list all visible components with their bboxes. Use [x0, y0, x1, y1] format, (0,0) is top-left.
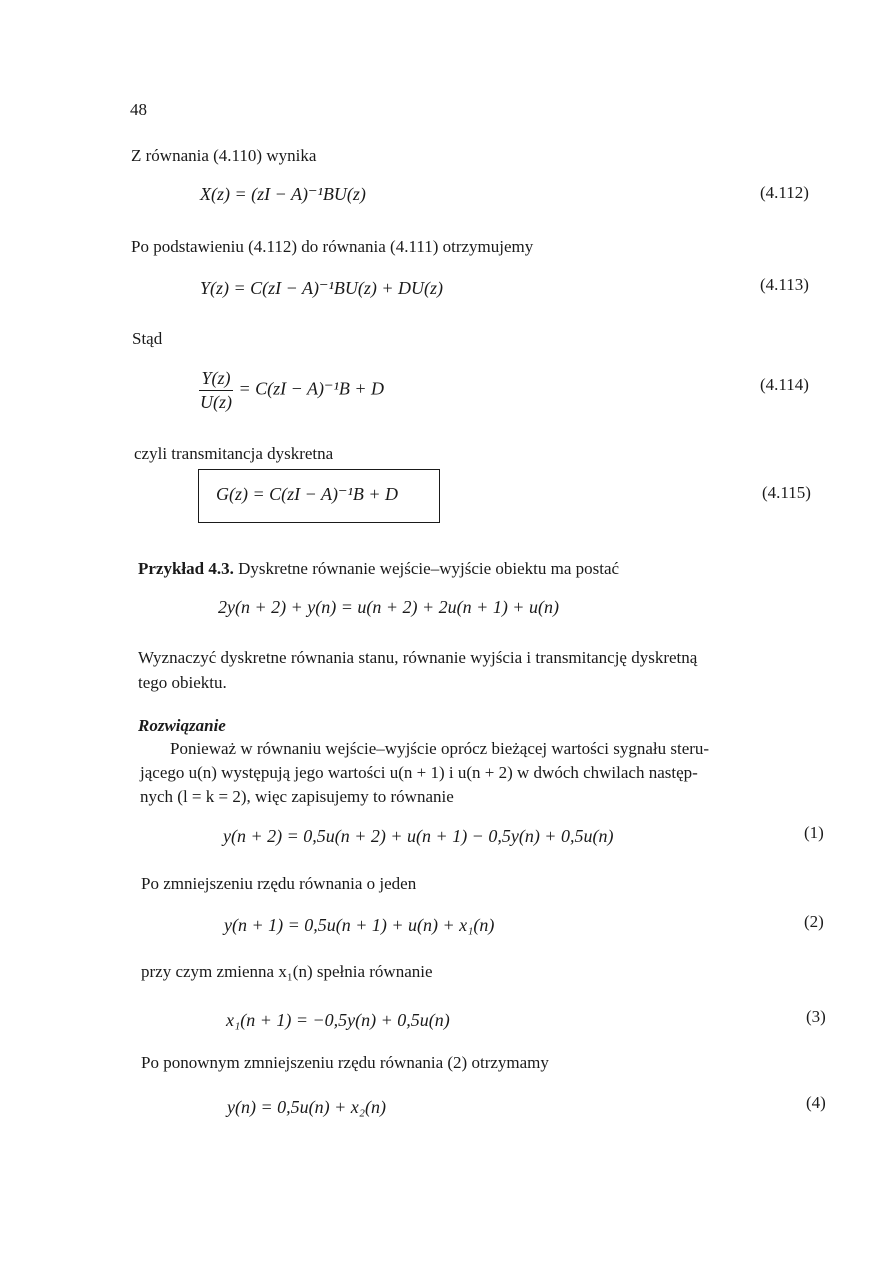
- solution-line-3: nych (l = k = 2), więc zapisujemy to równanie: [140, 787, 454, 806]
- task-line-1: Wyznaczyć dyskretne równania stanu, równanie wyjścia i transmitancję dyskretną: [138, 648, 698, 667]
- paragraph-reduce-again: Po ponownym zmniejszeniu rzędu równania (2) otrzymamy: [141, 1053, 549, 1072]
- paragraph-reduce-order: Po zmniejszeniu rzędu równania o jeden: [141, 874, 417, 893]
- equation-number-4: (4): [806, 1093, 826, 1112]
- paragraph-intro: Z równania (4.110) wynika: [131, 146, 317, 165]
- equation-number-4-113: (4.113): [760, 275, 809, 294]
- solution-line-1: Ponieważ w równaniu wejście–wyjście oprócz bieżącej wartości sygnału steru-: [170, 739, 710, 758]
- equation-4: y(n) = 0,5u(n) + x₂(n): [227, 1097, 386, 1117]
- paragraph-hence: Stąd: [132, 329, 163, 348]
- equation-3: x₁(n + 1) = −0,5y(n) + 0,5u(n): [226, 1010, 450, 1030]
- example-text: Dyskretne równanie wejście–wyjście obiektu ma postać: [238, 559, 620, 578]
- solution-heading: Rozwiązanie: [138, 716, 226, 735]
- fraction-denominator: U(z): [200, 391, 232, 412]
- example-heading: [138, 559, 619, 579]
- page-number: 48: [130, 100, 147, 119]
- task-line-2: tego obiektu.: [138, 673, 227, 692]
- equation-number-2: (2): [804, 912, 824, 931]
- equation-4-114: [198, 368, 384, 412]
- paragraph-substitution: Po podstawieniu (4.112) do równania (4.111) otrzymujemy: [131, 237, 534, 256]
- paragraph-transfer: czyli transmitancja dyskretna: [134, 444, 334, 463]
- equation-number-3: (3): [806, 1007, 826, 1026]
- fraction-numerator: Y(z): [199, 368, 232, 391]
- equation-2: y(n + 1) = 0,5u(n + 1) + u(n) + x₁(n): [224, 915, 495, 935]
- equation-4-115: G(z) = C(zI − A)⁻¹B + D: [216, 484, 398, 504]
- equation-1: y(n + 2) = 0,5u(n + 2) + u(n + 1) − 0,5y(n) + 0,5u(n): [223, 826, 614, 846]
- fraction: [198, 368, 234, 412]
- example-label: Przykład 4.3.: [138, 559, 234, 578]
- equation-number-4-112: (4.112): [760, 183, 809, 202]
- equation-number-1: (1): [804, 823, 824, 842]
- equation-4-114-rhs: = C(zI − A)⁻¹B + D: [238, 378, 384, 399]
- equation-example: 2y(n + 2) + y(n) = u(n + 2) + 2u(n + 1) + u(n): [218, 597, 559, 617]
- equation-number-4-114: (4.114): [760, 375, 809, 394]
- equation-4-113: Y(z) = C(zI − A)⁻¹BU(z) + DU(z): [200, 278, 443, 298]
- equation-number-4-115: (4.115): [762, 483, 811, 502]
- solution-line-2: jącego u(n) występują jego wartości u(n + 1) i u(n + 2) w dwóch chwilach następ-: [140, 763, 698, 782]
- paragraph-variable: przy czym zmienna x₁(n) spełnia równanie: [141, 962, 433, 981]
- equation-4-112: X(z) = (zI − A)⁻¹BU(z): [200, 184, 366, 204]
